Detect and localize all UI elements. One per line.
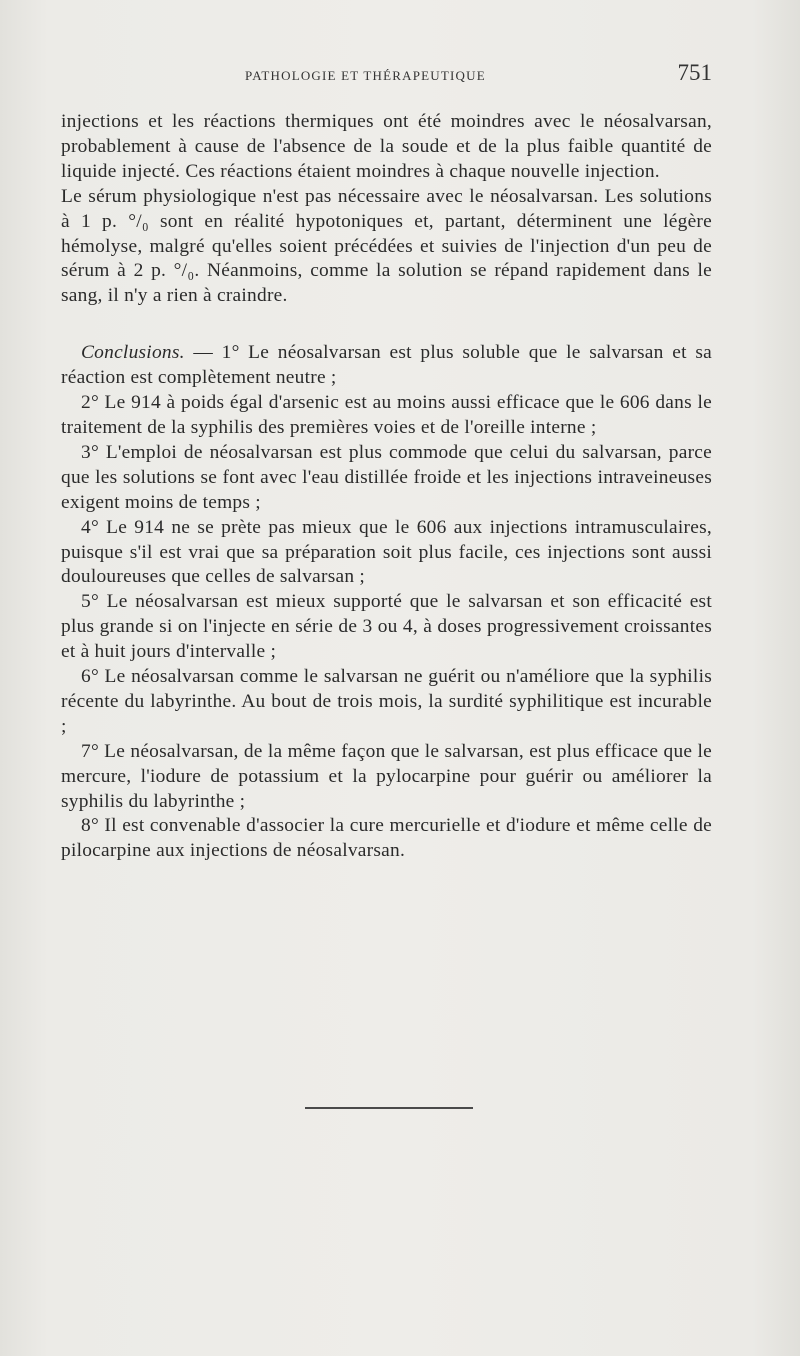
conclusions-item-1 [61,341,712,391]
body-text [61,110,712,864]
paragraph-serum: Le sérum physiologique n'est pas nécessaire avec le néosalvarsan. Les solutions à 1 p. °/₀ sont en réalité hypotoniques et, partant, déterminent une légère hémolyse, malgré qu'elles soient précédées et suivies de l'injection d'un peu de sérum à 2 p. °/₀. Néanmoins, comme la solution se répand rapidement dans le sang, il n'y a rien à craindre. [61,185,712,307]
paragraph-continued: injections et les réactions thermiques ont été moindres avec le néosalvarsan, probablement à cause de l'absence de la soude et de la plus faible quantité de liquide injecté. Ces réactions étaient moindres à chaque nouvelle injection. [61,111,712,182]
end-rule [305,1107,473,1109]
conclusions-item-4: 4° Le 914 ne se prète pas mieux que le 606 aux injections intramusculaires, puisque s'il est vrai que sa préparation soit plus facile, ces injections sont aussi douloureuses que celles de salvarsan ; [61,516,712,588]
running-title: PATHOLOGIE ET THÉRAPEUTIQUE [245,68,486,83]
conclusions-item-6: 6° Le néosalvarsan comme le salvarsan ne guérit ou n'améliore que la syphilis récente du labyrinthe. Au bout de trois mois, la surdité syphilitique est incurable ; [61,666,712,737]
conclusions-item-8: 8° Il est convenable d'associer la cure mercurielle et d'iodure et même celle de pilocarpine aux injections de néosalvarsan. [61,815,712,862]
conclusions-item-5: 5° Le néosalvarsan est mieux supporté que le salvarsan et son efficacité est plus grande si on l'injecte en série de 3 ou 4, à doses progressivement croissantes et à huit jours d'intervalle ; [61,591,712,663]
conclusions-item-7: 7° Le néosalvarsan, de la même façon que le salvarsan, est plus efficace que le mercure, l'iodure de potassium et la pylocarpine pour guérir ou améliorer la syphilis du labyrinthe ; [61,740,712,812]
page-number: 751 [677,60,712,85]
conclusions-item-3: 3° L'emploi de néosalvarsan est plus commode que celui du salvarsan, parce que les solutions se font avec l'eau distillée froide et les injections intraveineuses exigent moins de temps ; [61,441,712,513]
conclusion-text: — 1° Le néosalvarsan est plus soluble que le salvarsan et sa réaction est complètement neutre ; [61,342,712,389]
running-head [60,60,712,90]
conclusions-item-2: 2° Le 914 à poids égal d'arsenic est au moins aussi efficace que le 606 dans le traitement de la syphilis des premières voies et de l'oreille interne ; [61,392,712,438]
conclusions-heading: Conclusions. [81,342,185,364]
